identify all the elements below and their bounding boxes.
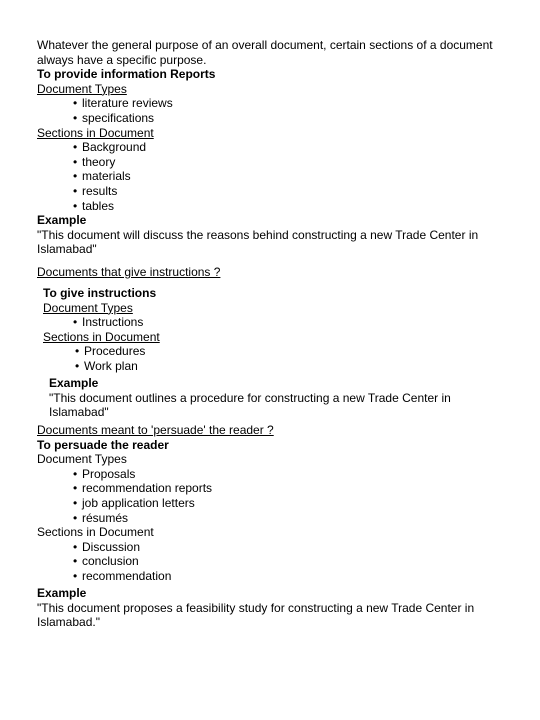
- list-item: • résumés: [73, 510, 129, 525]
- info-types-label: Document Types: [37, 81, 127, 96]
- list-item: • recommendation: [73, 568, 172, 583]
- bullet-icon: •: [73, 466, 78, 481]
- intro-paragraph: Whatever the general purpose of an overall document, certain sections of a document always have a specific purpose.: [37, 38, 493, 67]
- list-item: • literature reviews: [73, 96, 173, 111]
- list-item: • materials: [73, 169, 131, 184]
- bullet-icon: •: [73, 96, 78, 111]
- bullet-icon: •: [73, 510, 78, 525]
- bullet-icon: •: [73, 110, 78, 125]
- persuade-types-list: [37, 467, 507, 525]
- info-example-label: Example: [37, 213, 87, 228]
- info-sections-label: Sections in Document: [37, 125, 154, 140]
- list-item: • Procedures: [75, 344, 146, 359]
- list-item: • specifications: [73, 110, 155, 125]
- list-item: • tables: [73, 198, 115, 213]
- instructions-types-label: Document Types: [43, 300, 133, 315]
- bullet-icon: •: [73, 568, 78, 583]
- bullet-icon: •: [73, 169, 78, 184]
- instructions-example-text: "This document outlines a procedure for constructing a new Trade Center in Islamabad": [49, 390, 451, 420]
- instructions-block: [43, 286, 513, 374]
- bullet-icon: •: [73, 183, 78, 198]
- persuade-sections-label: Sections in Document: [37, 525, 154, 540]
- instructions-sections-list: [45, 344, 513, 373]
- list-item: • recommendation reports: [73, 481, 213, 496]
- instructions-example-label: Example: [49, 376, 99, 390]
- list-item: • results: [73, 183, 118, 198]
- bullet-icon: •: [75, 344, 80, 359]
- persuade-heading: To persuade the reader: [37, 437, 169, 452]
- persuade-example-block: [37, 586, 507, 630]
- bullet-icon: •: [73, 554, 78, 569]
- persuade-sections-list: [37, 540, 507, 584]
- persuade-types-label: Document Types: [37, 452, 127, 467]
- list-item: • Work plan: [75, 358, 138, 373]
- instructions-example-block: [49, 376, 469, 420]
- list-item: • Discussion: [73, 539, 141, 554]
- info-example-text: "This document will discuss the reasons behind constructing a new Trade Center in Islamabad": [37, 227, 479, 257]
- bullet-icon: •: [75, 358, 80, 373]
- bullet-icon: •: [73, 154, 78, 169]
- info-heading: To provide information Reports: [37, 67, 216, 82]
- instructions-question: Documents that give instructions ?: [37, 265, 221, 279]
- bullet-icon: •: [73, 315, 78, 330]
- info-sections-list: [37, 140, 507, 213]
- instructions-types-list: [43, 315, 513, 330]
- bullet-icon: •: [73, 539, 78, 554]
- list-item: • conclusion: [73, 554, 139, 569]
- persuade-example-label: Example: [37, 586, 87, 600]
- info-types-list: [37, 96, 507, 125]
- bullet-icon: •: [73, 140, 78, 155]
- list-item: • Background: [73, 140, 147, 155]
- bullet-icon: •: [73, 198, 78, 213]
- list-item: • job application letters: [73, 495, 195, 510]
- list-item: • Instructions: [73, 315, 144, 330]
- persuade-block: [37, 423, 507, 584]
- list-item: • Proposals: [73, 466, 136, 481]
- info-block: [37, 38, 507, 257]
- persuade-example-text: "This document proposes a feasibility study for constructing a new Trade Center in Islamabad.": [37, 600, 475, 630]
- persuade-question: Documents meant to 'persuade' the reader ?: [37, 423, 274, 437]
- list-item: • theory: [73, 154, 116, 169]
- instructions-sections-label: Sections in Document: [43, 329, 160, 344]
- instructions-heading: To give instructions: [43, 286, 157, 300]
- bullet-icon: •: [73, 481, 78, 496]
- bullet-icon: •: [73, 495, 78, 510]
